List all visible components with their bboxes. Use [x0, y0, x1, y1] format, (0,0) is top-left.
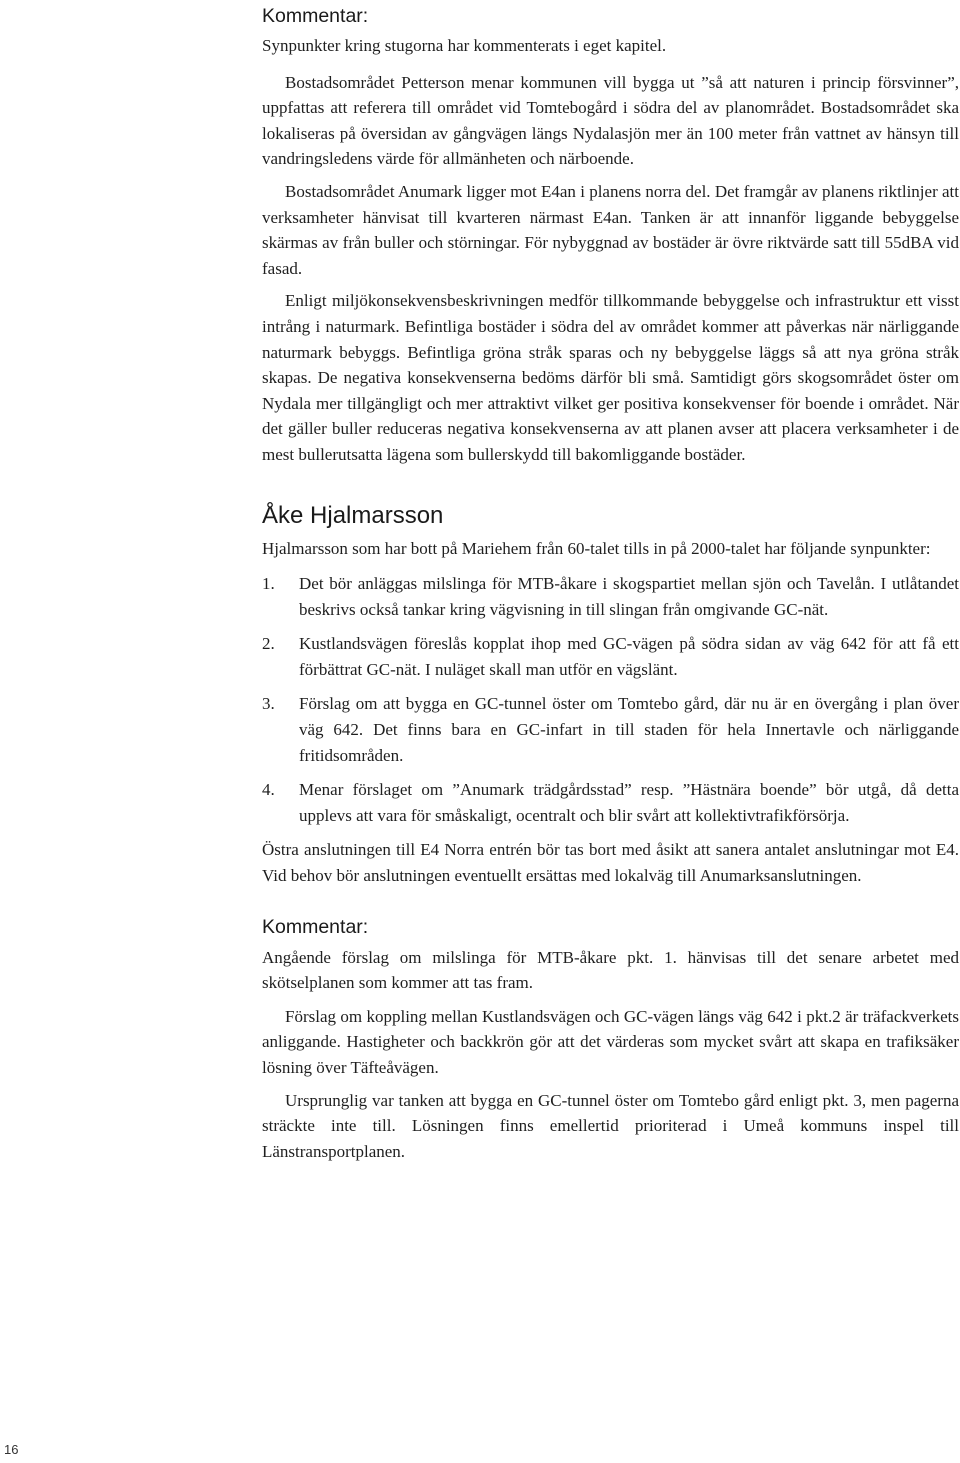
list-item	[262, 691, 959, 768]
person-heading: Åke Hjalmarsson	[262, 501, 444, 529]
list-item	[262, 631, 959, 682]
list-text: Förslag om att bygga en GC-tunnel öster om Tomtebo gård, där nu är en övergång i plan över väg 642. Det finns bara en GC-infart in till staden för hela Innertavle och närliggande fritidsområden.	[299, 694, 959, 765]
list-number: 2.	[262, 634, 275, 654]
paragraph: Bostadsområdet Petterson menar kommunen vill bygga ut ”så att naturen i princip försvinner”, uppfattas att referera till området vid Tomtebogård i södra del av planområdet. Bostadsområdet ska lokaliseras på översidan av gångvägen längs Nydalasjön mer än 100 meter från vattnet av hänsyn till vandringsledens värde för allmänheten och närboende.	[262, 72, 959, 169]
paragraph: Hjalmarsson som har bott på Mariehem från 60-talet tills in på 2000-talet har följande synpunkter:	[262, 538, 931, 558]
comment-heading-2: Kommentar:	[262, 915, 369, 938]
list-number: 1.	[262, 574, 275, 594]
list-text: Menar förslaget om ”Anumark trädgårdsstad” resp. ”Hästnära boende” bör utgå, då detta upplevs att vara för småskaligt, ocentralt och blir svårt att kollektivtrafikförsörja.	[299, 780, 959, 825]
comment-heading-1: Kommentar:	[262, 5, 369, 27]
page-number: 16	[4, 1442, 19, 1457]
paragraph: Östra anslutningen till E4 Norra entrén bör tas bort med åsikt att sanera antalet anslutningar mot E4. Vid behov bör anslutningen eventuellt ersättas med lokalväg till Anumarksanslutningen.	[262, 840, 959, 886]
paragraph: Enligt miljökonsekvensbeskrivningen medför tillkommande bebyggelse och infrastruktur ett visst intrång i naturmark. Befintliga bostäder i södra del av området kommer att påverkas när närliggande naturmark bebyggs. Befintliga gröna stråk sparas och ny bebyggelse läggs så att nya gröna stråk skapas. De negativa konsekvenserna bedöms därför bli små. Samtidigt görs skogsområdet öster om Nydala mer tillgängligt och mer attraktivt vilket ger positiva konsekvenser för boende i området. När det gäller buller reduceras negativa konsekvenserna av att planen avser att placera verksamheter i de mest bullerutsatta lägena som bullerskydd till bakomliggande bostäder.	[262, 291, 959, 464]
paragraph: Angående förslag om milslinga för MTB-åkare pkt. 1. hänvisas till det senare arbetet med skötselplanen som kommer att tas fram.	[262, 947, 959, 993]
list-item	[262, 777, 959, 828]
paragraph: Förslag om koppling mellan Kustlandsvägen och GC-vägen längs väg 642 i pkt.2 är träfackverkets anliggande. Hastigheter och backkrön gör att det värderas som mycket svårt att skapa en trafiksäker lösning över Täfteåvägen.	[262, 1006, 959, 1077]
list-text: Det bör anläggas milslinga för MTB-åkare i skogspartiet mellan sjön och Tavelån. I utlåtandet beskrivs också tankar kring vägvisning in till slingan från omgivande GC-nät.	[299, 574, 959, 619]
list-number: 3.	[262, 694, 275, 714]
list-number: 4.	[262, 780, 275, 800]
list-text: Kustlandsvägen föreslås kopplat ihop med GC-vägen på södra sidan av väg 642 för att få ett förbättrat GC-nät. I nuläget skall man utför en vägslänt.	[299, 634, 959, 679]
page-content	[262, 0, 959, 1164]
numbered-list	[262, 571, 959, 828]
list-item	[262, 571, 959, 622]
paragraph: Bostadsområdet Anumark ligger mot E4an i planens norra del. Det framgår av planens riktlinjer att verksamheter hänvisat till kvarteren närmast E4an. Tanken är att innanför liggande bebyggelse skärmas av från buller och störningar. För nybyggnad av bostäder är övre riktvärde satt till 55dBA vid fasad.	[262, 181, 959, 278]
paragraph: Ursprunglig var tanken att bygga en GC-tunnel öster om Tomtebo gård enligt pkt. 3, men pagerna sträckte inte till. Lösningen finns emellertid prioriterad i Umeå kommuns inspel till Länstransportplanen.	[262, 1090, 959, 1161]
paragraph: Synpunkter kring stugorna har kommenterats i eget kapitel.	[262, 36, 667, 55]
